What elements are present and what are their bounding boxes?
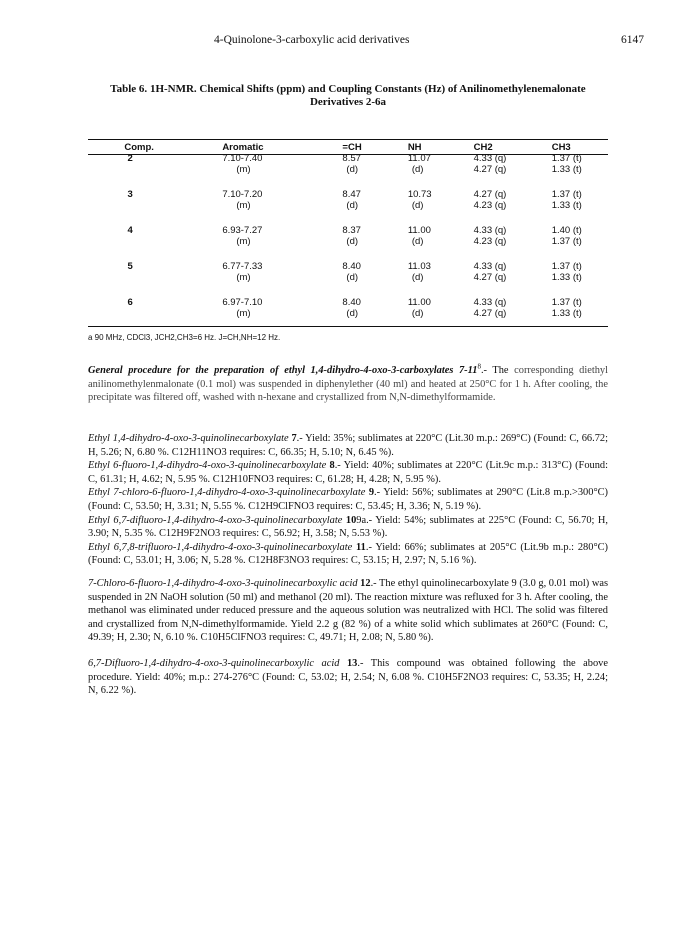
entry-name: 7-Chloro-6-fluoro-1,4-dihydro-4-oxo-3-quinolinecarboxylic acid bbox=[88, 578, 358, 589]
col-aromatic: Aromatic bbox=[222, 141, 264, 153]
table-caption-line2: Derivatives 2-6a bbox=[309, 96, 387, 108]
acid-entry bbox=[88, 657, 608, 698]
page-number: 6147 bbox=[621, 34, 644, 46]
procedure-heading: General procedure for the preparation of ethyl 1,4-dihydro-4-oxo-3-carboxylates 7-11 bbox=[88, 365, 478, 376]
cell-nh-value: 11.03 bbox=[407, 261, 431, 272]
cell-aromatic bbox=[172, 153, 342, 175]
cell-ch bbox=[342, 189, 407, 211]
entry-number: 10 bbox=[345, 514, 357, 526]
cell-aromatic bbox=[172, 189, 342, 211]
entry-number: 7 bbox=[291, 433, 297, 444]
general-procedure bbox=[88, 364, 608, 405]
cell-ch2-a: 4.33 (q) bbox=[473, 261, 507, 272]
cell-ch3-a: 1.37 (t) bbox=[551, 189, 582, 200]
running-title: 4-Quinolone-3-carboxylic acid derivatives bbox=[214, 34, 410, 46]
table-row bbox=[88, 225, 608, 247]
cell-ch-mult: (d) bbox=[346, 272, 359, 283]
cell-aromatic-mult: (m) bbox=[236, 308, 251, 319]
cell-aromatic-mult: (m) bbox=[236, 236, 251, 247]
cell-ch3-a: 1.37 (t) bbox=[551, 153, 582, 164]
procedure-body: corresponding diethyl anilinomethylenmalonate (0.1 mol) was suspended in diphenylether (40 ml) and heated at 250°C for 1 h. After cooling, the precipitate was filtered off, washed with n-hexane and crystallized from N,N-dimethylformamide. bbox=[88, 365, 609, 404]
cell-nh-mult: (d) bbox=[411, 164, 424, 175]
cell-comp: 3 bbox=[127, 189, 133, 200]
table-caption-line1: 1H-NMR. Chemical Shifts (ppm) and Coupling Constants (Hz) of Anilinomethylenemalonate bbox=[149, 83, 586, 95]
entry-text: .- Yield: 66%; sublimates at 205°C (Lit.9b m.p.: 280°C) (Found: C, 53.01; H, 3.06; N, 5.28 %. C12H8F3NO3 requires: C, 53.15; H, 2.97; N, 5.16 %). bbox=[88, 541, 608, 567]
entry-name: Ethyl 6,7,8-trifluoro-1,4-dihydro-4-oxo-3-quinolinecarboxylate bbox=[88, 541, 353, 553]
col-ch: =CH bbox=[342, 141, 362, 153]
entry-name: 6,7-Difluoro-1,4-dihydro-4-oxo-3-quinolinecarboxylic acid bbox=[88, 657, 340, 669]
entry-text: .- Yield: 35%; sublimates at 220°C (Lit.30 m.p.: 269°C) (Found: C, 66.72; H, 5.26; N, 6.80 %. C12H11NO3 requires: C, 66.35; H, 5.10; N, 6.45 %). bbox=[88, 433, 608, 458]
cell-ch3-a: 1.37 (t) bbox=[551, 261, 582, 272]
cell-aromatic-mult: (m) bbox=[236, 272, 251, 283]
cell-ch3-b: 1.33 (t) bbox=[551, 308, 582, 319]
table-row bbox=[88, 261, 608, 283]
cell-ch-mult: (d) bbox=[346, 200, 359, 211]
cell-ch bbox=[342, 297, 407, 319]
compound-entry bbox=[88, 486, 608, 513]
cell-ch2 bbox=[474, 261, 552, 283]
cell-ch2-a: 4.33 (q) bbox=[473, 225, 507, 236]
entry-name: Ethyl 7-chloro-6-fluoro-1,4-dihydro-4-oxo-3-quinolinecarboxylate bbox=[88, 487, 366, 499]
col-ch3: CH3 bbox=[551, 141, 571, 153]
entry-text: .- Yield: 40%; sublimates at 220°C (Lit.9c m.p.: 313°C) (Found: C, 61.31; H, 4.62; N, 5.95 %. C12H10FNO3 requires: C, 61.28; H, 4.28; N, 5.95 %). bbox=[88, 460, 608, 485]
entry-text: 9a.- Yield: 54%; sublimates at 225°C (Found: C, 56.70; H, 3.90; N, 5.35 %. C12H9F2NO3 requires: C, 56.92; H, 3.58; N, 5.53 %). bbox=[88, 514, 609, 540]
cell-aromatic-value: 7.10-7.40 bbox=[222, 153, 263, 164]
spacer-cell bbox=[88, 247, 608, 261]
entry-name: Ethyl 6-fluoro-1,4-dihydro-4-oxo-3-quinolinecarboxylate bbox=[88, 460, 327, 472]
compound-entry bbox=[88, 459, 608, 486]
cell-ch-value: 8.40 bbox=[342, 261, 361, 272]
cell-aromatic-value: 6.97-7.10 bbox=[222, 297, 263, 308]
cell-nh bbox=[408, 261, 474, 283]
compound-entry bbox=[88, 541, 608, 568]
cell-nh-value: 11.00 bbox=[407, 297, 431, 308]
table-footnote: a 90 MHz, CDCl3, JCH2,CH3=6 Hz. J=CH,NH=12 Hz. bbox=[88, 333, 281, 342]
table-row bbox=[88, 297, 608, 319]
cell-ch2 bbox=[474, 297, 552, 319]
nmr-table bbox=[88, 141, 608, 319]
cell-nh-value: 11.07 bbox=[407, 153, 431, 164]
cell-comp: 4 bbox=[127, 225, 133, 236]
spacer-cell bbox=[88, 175, 608, 189]
cell-nh-value: 11.00 bbox=[407, 225, 431, 236]
cell-nh bbox=[408, 297, 474, 319]
cell-nh bbox=[408, 153, 474, 175]
entry-text: .- This compound was obtained following the above procedure. Yield: 40%; m.p.: 274-276°C (Found: C, 53.02; H, 2.54; N, 6.08 %. C10H5F2NO3 requires: C, 53.35; H, 2.24; N, 6.22 %). bbox=[88, 657, 608, 697]
entry-text: .- The ethyl quinolinecarboxylate 9 (3.0 g, 0.01 mol) was suspended in 2N NaOH solution (50 ml) and methanol (20 ml). The reaction mixture was refluxed for 3 h. After cooling, the methanol was eliminated under reduced pressure and the aqueous solution was neutralized with HCl. The solid was filtered and crystallized from N,N-dimethylformamide. Yield 2.2 g (82 %) of a white solid which sublimates at 260°C (Found: C, 49.39; H, 2.30; N, 6.10 %. C10H5ClFNO3 requires: C, 49.71; H, 2.08; N, 5.80 %). bbox=[88, 578, 608, 644]
row-spacer bbox=[88, 283, 608, 297]
compound-entry bbox=[88, 514, 608, 541]
cell-ch-value: 8.37 bbox=[342, 225, 361, 236]
cell-ch2-b: 4.27 (q) bbox=[473, 308, 507, 319]
table-label: Table 6. bbox=[110, 83, 148, 95]
entry-name: Ethyl 1,4-dihydro-4-oxo-3-quinolinecarboxylate bbox=[88, 433, 289, 444]
row-spacer bbox=[88, 175, 608, 189]
cell-ch2-a: 4.27 (q) bbox=[473, 189, 507, 200]
entry-name: Ethyl 6,7-difluoro-1,4-dihydro-4-oxo-3-quinolinecarboxylate bbox=[88, 514, 343, 526]
cell-ch2-b: 4.27 (q) bbox=[473, 272, 507, 283]
procedure-heading-tail: .- The bbox=[480, 365, 509, 376]
cell-ch2-b: 4.23 (q) bbox=[473, 236, 507, 247]
cell-nh-mult: (d) bbox=[411, 200, 424, 211]
cell-aromatic-mult: (m) bbox=[236, 164, 251, 175]
cell-ch2-b: 4.27 (q) bbox=[473, 164, 507, 175]
cell-aromatic-value: 6.77-7.33 bbox=[222, 261, 263, 272]
cell-ch3 bbox=[552, 189, 608, 211]
cell-ch2-b: 4.23 (q) bbox=[473, 200, 507, 211]
cell-ch2-a: 4.33 (q) bbox=[473, 297, 507, 308]
cell-ch3-a: 1.40 (t) bbox=[551, 225, 582, 236]
cell-ch3-b: 1.33 (t) bbox=[551, 164, 582, 175]
cell-ch3-a: 1.37 (t) bbox=[551, 297, 582, 308]
cell-aromatic bbox=[172, 261, 342, 283]
cell-ch-value: 8.47 bbox=[342, 189, 361, 200]
cell-nh-mult: (d) bbox=[411, 308, 424, 319]
cell-ch2 bbox=[474, 225, 552, 247]
acid-list bbox=[88, 577, 608, 698]
entry-text: .- Yield: 56%; sublimates at 290°C (Lit.8 m.p.>300°C) (Found: C, 53.50; H, 3.31; N, 5.55 %. C12H9ClFNO3 requires: C, 53.45; H, 3.36; N, 5.19 %). bbox=[88, 487, 608, 512]
cell-ch-mult: (d) bbox=[346, 236, 359, 247]
cell-aromatic bbox=[172, 297, 342, 319]
table-bottom-rule bbox=[88, 326, 608, 327]
cell-aromatic-value: 7.10-7.20 bbox=[222, 189, 263, 200]
procedure-heading-ref: 8 bbox=[477, 362, 481, 371]
col-ch2: CH2 bbox=[473, 141, 493, 153]
cell-ch3 bbox=[552, 297, 608, 319]
compound-entry bbox=[88, 432, 608, 459]
compound-list bbox=[88, 432, 608, 568]
cell-ch3 bbox=[552, 225, 608, 247]
cell-aromatic-mult: (m) bbox=[236, 200, 251, 211]
entry-number: 12 bbox=[360, 578, 371, 589]
cell-ch3-b: 1.37 (t) bbox=[551, 236, 582, 247]
entry-number: 9 bbox=[368, 487, 375, 499]
cell-ch3-b: 1.33 (t) bbox=[551, 200, 582, 211]
cell-aromatic-value: 6.93-7.27 bbox=[222, 225, 263, 236]
cell-ch3-b: 1.33 (t) bbox=[551, 272, 582, 283]
acid-entry bbox=[88, 577, 608, 645]
cell-comp: 2 bbox=[127, 153, 133, 164]
cell-nh bbox=[408, 189, 474, 211]
cell-nh-value: 10.73 bbox=[407, 189, 432, 200]
col-comp: Comp. bbox=[124, 141, 154, 153]
entry-number: 8 bbox=[329, 460, 335, 472]
row-spacer bbox=[88, 211, 608, 225]
cell-ch bbox=[342, 261, 407, 283]
cell-comp: 6 bbox=[127, 297, 133, 308]
table-caption bbox=[88, 83, 608, 109]
spacer-cell bbox=[88, 211, 608, 225]
cell-ch bbox=[342, 153, 407, 175]
cell-comp: 5 bbox=[127, 261, 133, 272]
table-header-row bbox=[88, 141, 608, 153]
cell-ch bbox=[342, 225, 407, 247]
cell-ch2 bbox=[474, 153, 552, 175]
cell-ch2 bbox=[474, 189, 552, 211]
cell-nh-mult: (d) bbox=[411, 236, 424, 247]
cell-ch2-a: 4.33 (q) bbox=[473, 153, 507, 164]
table-top-rule bbox=[88, 139, 608, 140]
entry-number: 11 bbox=[356, 541, 366, 553]
cell-ch-value: 8.40 bbox=[342, 297, 361, 308]
cell-nh-mult: (d) bbox=[411, 272, 424, 283]
cell-ch-value: 8.57 bbox=[342, 153, 361, 164]
table-row bbox=[88, 153, 608, 175]
cell-aromatic bbox=[172, 225, 342, 247]
cell-nh bbox=[408, 225, 474, 247]
row-spacer bbox=[88, 247, 608, 261]
table-row bbox=[88, 189, 608, 211]
cell-ch3 bbox=[552, 261, 608, 283]
cell-ch3 bbox=[552, 153, 608, 175]
spacer-cell bbox=[88, 283, 608, 297]
col-nh: NH bbox=[407, 141, 422, 153]
cell-ch-mult: (d) bbox=[346, 308, 359, 319]
cell-ch-mult: (d) bbox=[346, 164, 359, 175]
entry-number: 13 bbox=[346, 657, 358, 669]
